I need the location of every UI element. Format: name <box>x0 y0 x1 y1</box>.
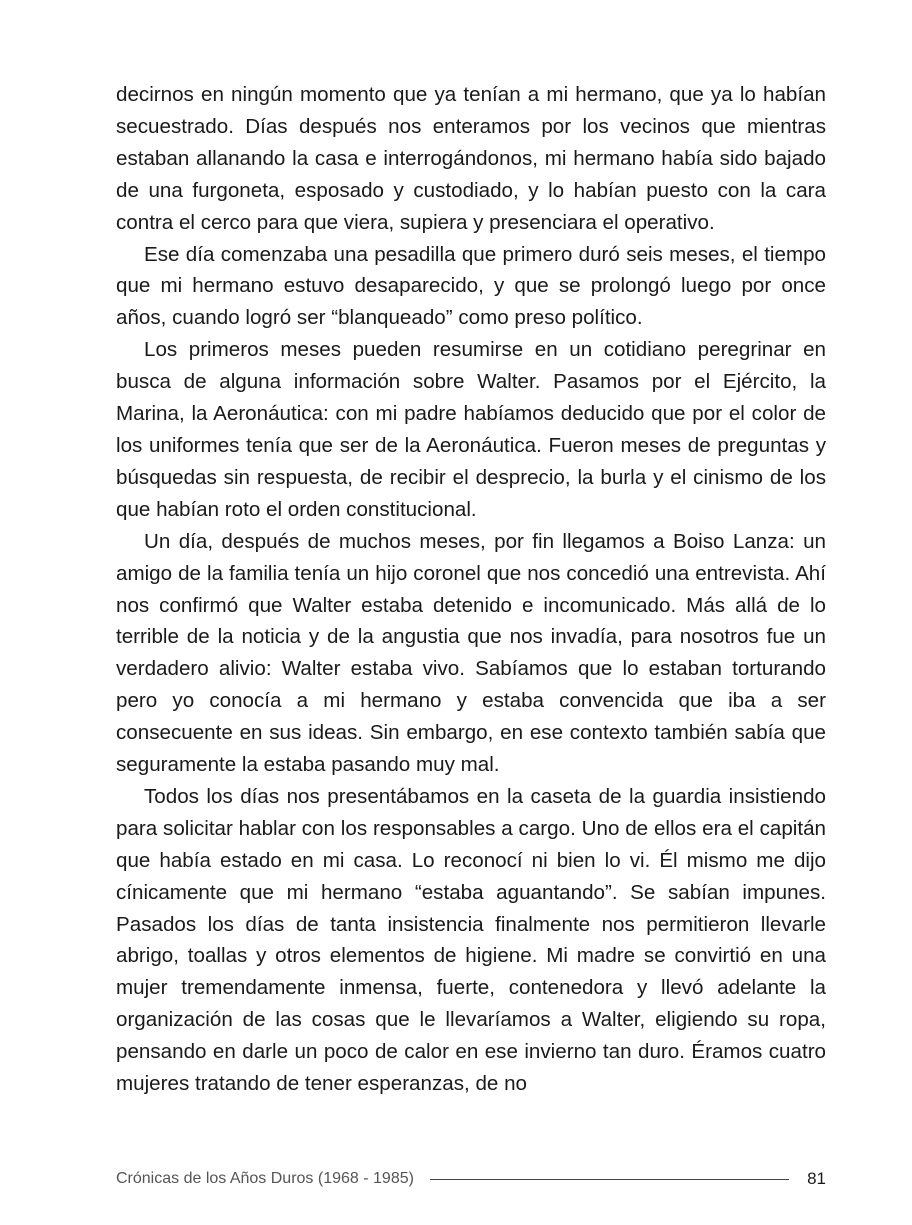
paragraph-boiso-lanza: Un día, después de muchos meses, por fin llegamos a Boiso Lanza: un amigo de la familia tenía un hijo coronel que nos concedió una entrevista. Ahí nos confirmó que Walter estaba detenido e incomunicado. Más allá de lo terrible de la noticia y de la angustia que nos invadía, para nosotros fue un verdadero alivio: Walter estaba vivo. Sabíamos que lo estaban torturando pero yo conocía a mi hermano y estaba convencida que iba a ser consecuente en sus ideas. Sin embargo, en ese contexto también sabía que seguramente la estaba pasando muy mal. <box>116 529 826 777</box>
footer-divider <box>430 1179 789 1180</box>
page-number: 81 <box>807 1169 826 1188</box>
body-text <box>116 79 826 1100</box>
page-footer <box>116 1166 826 1192</box>
paragraph-guard-booth: Todos los días nos presentábamos en la caseta de la guardia insistiendo para solicitar hablar con los responsables a cargo. Uno de ellos era el capitán que había estado en mi casa. Lo reconocí ni bien lo vi. Él mismo me dijo cínicamente que mi hermano “estaba aguantando”. Se sabían impunes. Pasados los días de tanta insistencia finalmente nos permitieron llevarle abrigo, toallas y otros elementos de higiene. Mi madre se convirtió en una mujer tremendamente inmensa, fuerte, contenedora y llevó adelante la organización de las cosas que le llevaríamos a Walter, eligiendo su ropa, pensando en darle un poco de calor en ese invierno tan duro. Éramos cuatro mujeres tratando de tener esperanzas, de no <box>116 784 826 1096</box>
paragraph-first-months: Los primeros meses pueden resumirse en un cotidiano peregrinar en busca de alguna información sobre Walter. Pasamos por el Ejército, la Marina, la Aeronáutica: con mi padre habíamos deducido que por el color de los uniformes tenía que ser de la Aeronáutica. Fueron meses de preguntas y búsquedas sin respuesta, de recibir el desprecio, la burla y el cinismo de los que habían roto el orden constitucional. <box>116 338 826 521</box>
footer-book-title: Crónicas de los Años Duros (1968 - 1985) <box>116 1170 414 1187</box>
paragraph-nightmare: Ese día comenzaba una pesadilla que primero duró seis meses, el tiempo que mi hermano estuvo desaparecido, y que se prolongó luego por once años, cuando logró ser “blanqueado” como preso político. <box>116 242 826 330</box>
paragraph-continuation: decirnos en ningún momento que ya tenían a mi hermano, que ya lo habían secuestrado. Días después nos enteramos por los vecinos que mientras estaban allanando la casa e interrogándonos, mi hermano había sido bajado de una furgoneta, esposado y custodiado, y lo habían puesto con la cara contra el cerco para que viera, supiera y presenciara el operativo. <box>116 83 826 234</box>
